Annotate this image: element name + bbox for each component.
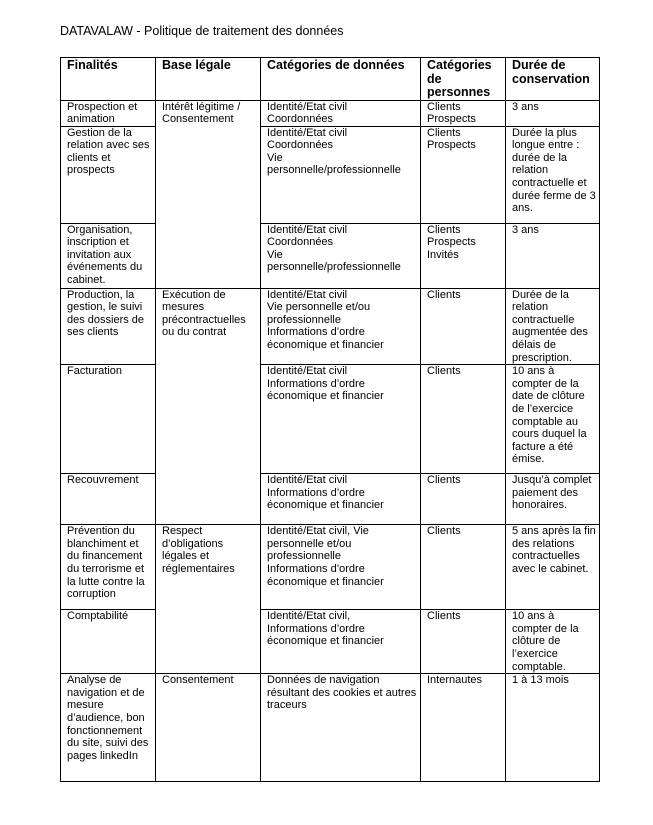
personnes-item: Internautes bbox=[427, 674, 483, 687]
personnes-cell bbox=[421, 365, 506, 474]
finalite-cell: Comptabilité bbox=[61, 610, 156, 674]
donnees-item: Informations d’ordre économique et financier bbox=[267, 563, 384, 588]
duree-cell: Jusqu’à complet paiement des honoraires. bbox=[506, 474, 600, 525]
donnees-item: Identité/Etat civil, bbox=[267, 610, 351, 623]
donnees-cell bbox=[261, 223, 421, 288]
duree-cell: Durée la plus longue entre : durée de la relation contractuelle et durée ferme de 3 ans. bbox=[506, 126, 600, 223]
header-finalites: Finalités bbox=[61, 58, 156, 101]
table-row bbox=[61, 288, 600, 365]
finalite-cell: Gestion de la relation avec ses clients et prospects bbox=[61, 126, 156, 223]
donnees-item: Informations d’ordre économique et financier bbox=[267, 622, 384, 648]
personnes-cell bbox=[421, 610, 506, 674]
personnes-item: Invités bbox=[427, 248, 459, 261]
donnees-item: Coordonnées bbox=[267, 113, 334, 126]
donnees-item: Identité/Etat civil bbox=[267, 474, 348, 487]
finalite-cell: Prospection et animation bbox=[61, 100, 156, 126]
duree-cell: 3 ans bbox=[506, 223, 600, 288]
header-categories-personnes: Catégories de personnes bbox=[421, 58, 506, 101]
table-row bbox=[61, 223, 600, 288]
table-row bbox=[61, 126, 600, 223]
personnes-cell bbox=[421, 525, 506, 610]
personnes-item: Clients bbox=[427, 126, 461, 139]
personnes-item: Clients bbox=[427, 365, 461, 378]
donnees-item: Informations d’ordre économique et financier bbox=[267, 377, 384, 403]
base-legale-cell: Consentement bbox=[156, 674, 261, 782]
table-row bbox=[61, 100, 600, 126]
donnees-item: Identité/Etat civil bbox=[267, 100, 348, 113]
base-legale-cell: Respect d’obligations légales et réglementaires bbox=[156, 525, 261, 674]
finalite-cell: Production, la gestion, le suivi des dossiers de ses clients bbox=[61, 288, 156, 365]
personnes-item: Clients bbox=[427, 474, 461, 487]
donnees-item: Informations d’ordre économique et financier bbox=[267, 326, 384, 352]
donnees-cell bbox=[261, 474, 421, 525]
table-header-row bbox=[61, 58, 600, 101]
personnes-cell bbox=[421, 223, 506, 288]
donnees-item: Vie personnelle/professionnelle bbox=[267, 248, 401, 274]
finalite-cell: Organisation, inscription et invitation aux événements du cabinet. bbox=[61, 223, 156, 288]
duree-cell: 5 ans après la fin des relations contractuelles avec le cabinet. bbox=[506, 525, 600, 610]
personnes-item: Clients bbox=[427, 525, 461, 538]
base-legale-cell: Exécution de mesures précontractuelles ou du contrat bbox=[156, 288, 261, 525]
duree-cell: 10 ans à compter de la date de clôture de l’exercice comptable au cours duquel la facture a été émise. bbox=[506, 365, 600, 474]
duree-cell: Durée de la relation contractuelle augmentée des délais de prescription. bbox=[506, 288, 600, 365]
donnees-item: Vie personnelle et/ou professionnelle bbox=[267, 301, 371, 326]
donnees-item: Informations d’ordre économique et financier bbox=[267, 486, 384, 512]
donnees-cell bbox=[261, 525, 421, 610]
personnes-cell bbox=[421, 126, 506, 223]
document-title: DATAVALAW - Politique de traitement des données bbox=[60, 24, 344, 38]
donnees-cell bbox=[261, 674, 421, 782]
finalite-cell: Prévention du blanchiment et du financement du terrorisme et la lutte contre la corruption bbox=[61, 525, 156, 610]
donnees-item: Données de navigation résultant des cookies et autres traceurs bbox=[267, 674, 417, 712]
donnees-cell bbox=[261, 365, 421, 474]
donnees-cell bbox=[261, 288, 421, 365]
donnees-item: Identité/Etat civil bbox=[267, 365, 348, 378]
duree-cell: 10 ans à compter de la clôture de l’exercice comptable. bbox=[506, 610, 600, 674]
donnees-cell bbox=[261, 610, 421, 674]
header-categories-donnees: Catégories de données bbox=[261, 58, 421, 101]
personnes-item: Clients bbox=[427, 223, 461, 236]
personnes-cell bbox=[421, 674, 506, 782]
donnees-item: Identité/Etat civil bbox=[267, 126, 348, 139]
table-row bbox=[61, 474, 600, 525]
donnees-item: Identité/Etat civil, Vie personnelle et/ou professionnelle bbox=[267, 525, 369, 563]
data-processing-table bbox=[60, 57, 600, 782]
base-legale-cell: Intérêt légitime / Consentement bbox=[156, 100, 261, 288]
personnes-cell bbox=[421, 474, 506, 525]
donnees-item: Coordonnées bbox=[267, 139, 334, 152]
header-duree-conservation: Durée de conservation bbox=[506, 58, 600, 101]
personnes-item: Prospects bbox=[427, 236, 476, 249]
finalite-cell: Recouvrement bbox=[61, 474, 156, 525]
personnes-item: Clients bbox=[427, 610, 461, 623]
table-row bbox=[61, 610, 600, 674]
personnes-item: Prospects bbox=[427, 139, 476, 152]
donnees-item: Identité/Etat civil bbox=[267, 223, 348, 236]
personnes-item: Clients bbox=[427, 288, 461, 301]
table-row bbox=[61, 674, 600, 782]
duree-cell: 1 à 13 mois bbox=[506, 674, 600, 782]
donnees-cell bbox=[261, 100, 421, 126]
donnees-item: Vie personnelle/professionnelle bbox=[267, 151, 401, 177]
personnes-item: Prospects bbox=[427, 113, 476, 126]
donnees-item: Identité/Etat civil bbox=[267, 288, 348, 301]
header-base-legale: Base légale bbox=[156, 58, 261, 101]
table-row bbox=[61, 525, 600, 610]
personnes-cell bbox=[421, 288, 506, 365]
personnes-cell bbox=[421, 100, 506, 126]
table-row bbox=[61, 365, 600, 474]
finalite-cell: Analyse de navigation et de mesure d’audience, bon fonctionnement du site, suivi des pages linkedIn bbox=[61, 674, 156, 782]
duree-cell: 3 ans bbox=[506, 100, 600, 126]
personnes-item: Clients bbox=[427, 100, 461, 113]
donnees-item: Coordonnées bbox=[267, 236, 334, 249]
finalite-cell: Facturation bbox=[61, 365, 156, 474]
donnees-cell bbox=[261, 126, 421, 223]
